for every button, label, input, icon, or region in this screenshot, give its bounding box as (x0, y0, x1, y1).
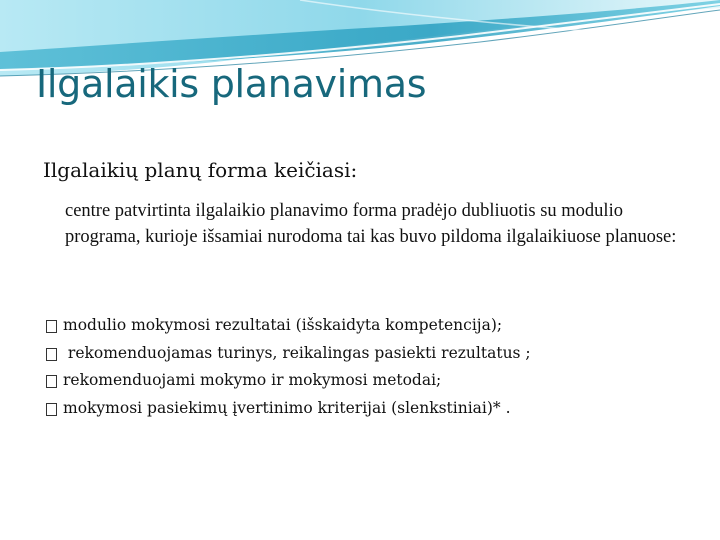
square-bullet-icon (46, 320, 57, 333)
slide-subtitle: Ilgalaikių planų forma keičiasi: (43, 158, 358, 182)
bullet-item (46, 340, 706, 368)
intro-paragraph: centre patvirtinta ilgalaikio planavimo forma pradėjo dubliuotis su modulio programa, kurioje išsamiai nurodoma tai kas buvo pildoma ilgalaikiuose planuose: (65, 201, 677, 247)
bullet-list (46, 312, 706, 422)
bullet-text: rekomenduojamas turinys, reikalingas pasiekti rezultatus ; (63, 343, 531, 362)
square-bullet-icon (46, 375, 57, 388)
bullet-item (46, 312, 706, 340)
bullet-item (46, 367, 706, 395)
square-bullet-icon (46, 403, 57, 416)
bullet-text: mokymosi pasiekimų įvertinimo kriterijai (slenkstiniai)* . (63, 398, 511, 417)
slide-title: Ilgalaikis planavimas (36, 62, 427, 106)
square-bullet-icon (46, 348, 57, 361)
bullet-text: rekomenduojami mokymo ir mokymosi metodai; (63, 371, 442, 389)
bullet-text: modulio mokymosi rezultatai (išskaidyta kompetencija); (63, 316, 503, 334)
bullet-item (46, 395, 706, 423)
